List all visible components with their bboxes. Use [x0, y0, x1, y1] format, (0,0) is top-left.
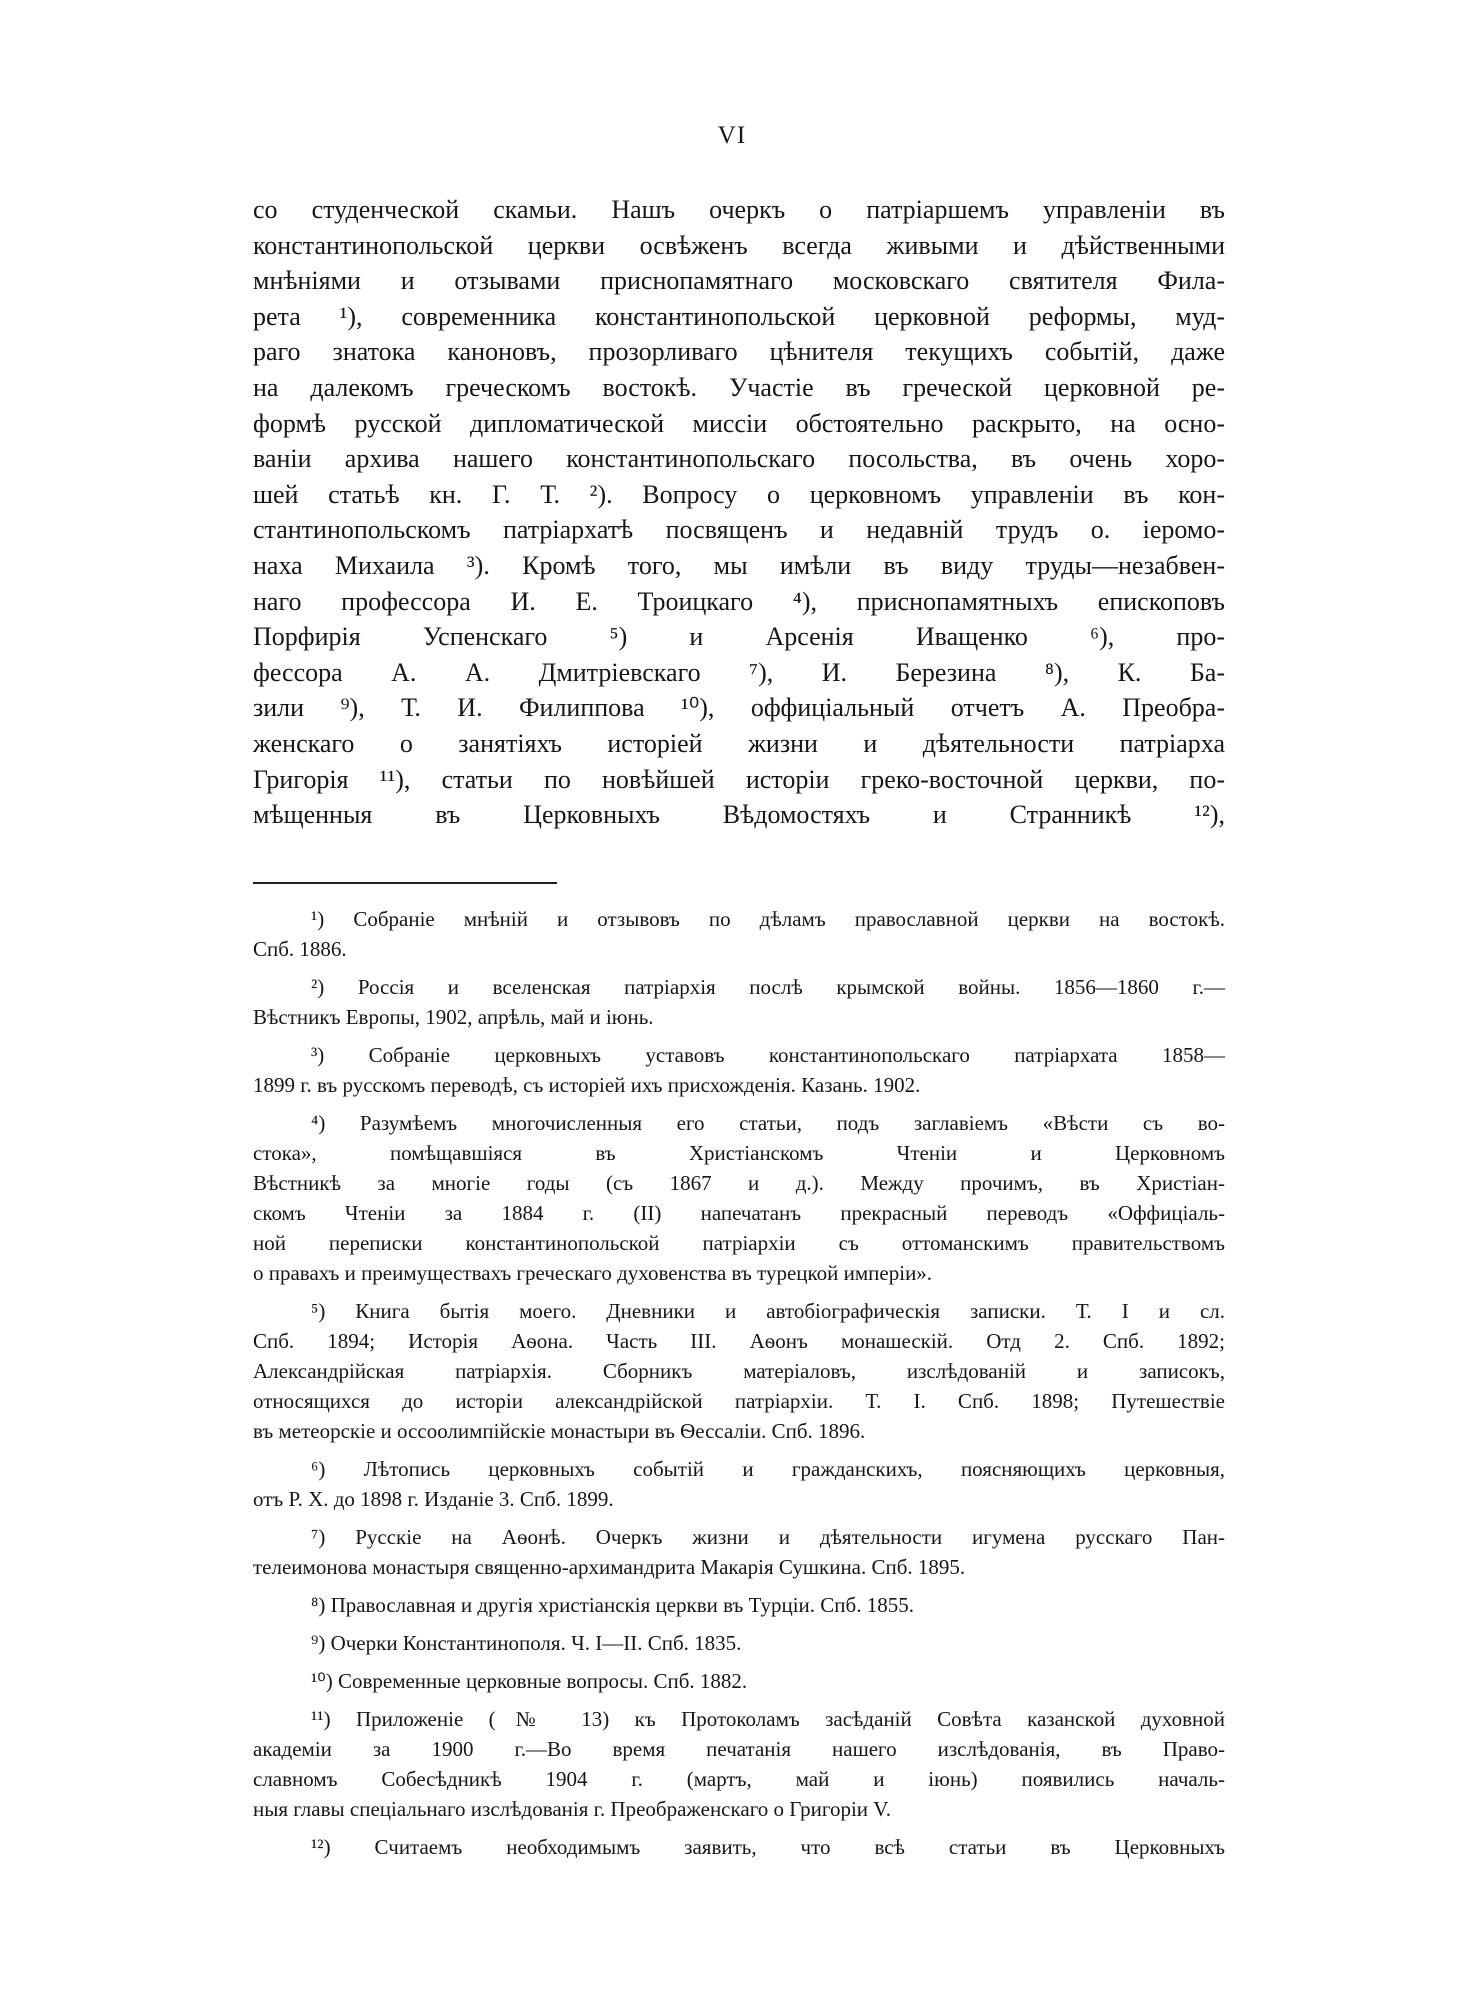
- main-text-line: наго профессора И. Е. Троицкаго ⁴), приснопамятныхъ епископовъ: [253, 586, 1225, 616]
- footnote-line: ныя главы спеціальнаго изслѣдованія г. Преображенскаго о Григоріи V.: [253, 1797, 891, 1821]
- main-text-line: стантинопольскомъ патріархатѣ посвященъ и недавній трудъ о. іеромо-: [253, 515, 1225, 545]
- main-text-line: Григорія ¹¹), статьи по новѣйшей исторіи греко-восточной церкви, по-: [253, 764, 1225, 794]
- footnote-line: ¹²) Считаемъ необходимымъ заявить, что всѣ статьи въ Церковныхъ: [311, 1835, 1225, 1859]
- footnote-line: академіи за 1900 г.—Во время печатанія нашего изслѣдованія, въ Право-: [253, 1737, 1225, 1761]
- main-text-line: рета ¹), современника константинопольской церковной реформы, муд-: [253, 301, 1225, 331]
- footnotes: [253, 904, 1225, 1870]
- main-text-line: наха Михаила ³). Кромѣ того, мы имѣли въ виду труды—незабвен-: [253, 550, 1225, 580]
- main-text-line: Порфирія Успенскаго ⁵) и Арсенія Иващенко ⁶), про-: [253, 622, 1225, 652]
- footnote-line: ⁴) Разумѣемъ многочисленныя его статьи, подъ заглавіемъ «Вѣсти съ во-: [311, 1111, 1225, 1135]
- footnote-line: Вѣстникѣ за многіе годы (съ 1867 и д.). Между прочимъ, въ Христіан-: [253, 1171, 1225, 1195]
- footnote-line: ¹¹) Приложеніе (№ 13) къ Протоколамъ засѣданій Совѣта казанской духовной: [311, 1707, 1225, 1731]
- footnote-line: отъ Р. Х. до 1898 г. Изданіе 3. Спб. 1899.: [253, 1487, 614, 1511]
- footnote-line: ⁵) Книга бытія моего. Дневники и автобіографическія записки. Т. I и сл.: [311, 1299, 1225, 1323]
- footnote: [253, 1296, 1225, 1446]
- main-text-line: женскаго о занятіяхъ исторіей жизни и дѣятельности патріарха: [253, 728, 1225, 758]
- footnote-line: ¹⁰) Современные церковные вопросы. Спб. 1882.: [311, 1669, 748, 1693]
- footnote-line: въ метеорскіе и оссоолимпійскіе монастыри въ Ѳессаліи. Спб. 1896.: [253, 1419, 866, 1443]
- main-text-line: фессора А. А. Дмитріевскаго ⁷), И. Березина ⁸), К. Ба-: [253, 657, 1225, 687]
- footnote-line: ¹) Собраніе мнѣній и отзывовъ по дѣламъ православной церкви на востокѣ.: [311, 907, 1225, 931]
- main-text-line: мнѣніями и отзывами приснопамятнаго московскаго святителя Фила-: [253, 266, 1225, 296]
- footnote-divider: [253, 882, 557, 884]
- main-text-line: шей статьѣ кн. Г. Т. ²). Вопросу о церковномъ управленіи въ кон-: [253, 479, 1225, 509]
- main-text-line: со студенческой скамьи. Нашъ очеркъ о патріаршемъ управленіи въ: [253, 195, 1225, 224]
- footnote-line: относящихся до исторіи александрійской патріархіи. Т. I. Спб. 1898; Путешествіе: [253, 1389, 1225, 1413]
- footnote: [253, 1040, 1225, 1100]
- main-text-line: ваніи архива нашего константинопольскаго посольства, въ очень хоро-: [253, 444, 1225, 474]
- footnote: [253, 1832, 1225, 1862]
- footnote: [253, 1666, 1225, 1696]
- main-text-line: раго знатока каноновъ, прозорливаго цѣнителя текущихъ событій, даже: [253, 337, 1225, 367]
- footnote-line: скомъ Чтеніи за 1884 г. (II) напечатанъ прекрасный переводъ «Оффиціаль-: [253, 1201, 1225, 1225]
- footnote-line: стока», помѣщавшіяся въ Христіанскомъ Чтеніи и Церковномъ: [253, 1141, 1225, 1165]
- footnote: [253, 1590, 1225, 1620]
- footnote: [253, 1522, 1225, 1582]
- footnote-line: ³) Собраніе церковныхъ уставовъ константинопольскаго патріархата 1858—: [311, 1043, 1225, 1067]
- main-text-line: зили ⁹), Т. И. Филиппова ¹⁰), оффиціальный отчетъ А. Преобра-: [253, 693, 1225, 723]
- footnote-line: телеимонова монастыря священно-архимандрита Макарія Сушкина. Спб. 1895.: [253, 1555, 966, 1579]
- page-number: VI: [717, 122, 747, 149]
- main-text: [253, 192, 1225, 833]
- main-text-line: формѣ русской дипломатической миссіи обстоятельно раскрыто, на осно-: [253, 408, 1225, 438]
- footnote: [253, 1108, 1225, 1288]
- footnote-line: Вѣстникъ Европы, 1902, апрѣль, май и іюнь.: [253, 1005, 654, 1029]
- footnote-line: ²) Россія и вселенская патріархія послѣ крымской войны. 1856—1860 г.—: [311, 975, 1225, 999]
- footnote: [253, 1454, 1225, 1514]
- main-text-line: константинопольской церкви освѣженъ всегда живыми и дѣйственными: [253, 230, 1225, 260]
- footnote: [253, 972, 1225, 1032]
- footnote: [253, 1704, 1225, 1824]
- footnote-line: ной переписки константинопольской патріархіи съ оттоманскимъ правительствомъ: [253, 1231, 1225, 1255]
- footnote-line: о правахъ и преимуществахъ греческаго духовенства въ турецкой имперіи».: [253, 1261, 933, 1285]
- footnote-line: ⁸) Православная и другія христіанскія церкви въ Турціи. Спб. 1855.: [311, 1593, 914, 1617]
- footnote-line: ⁷) Русскіе на Аѳонѣ. Очеркъ жизни и дѣятельности игумена русскаго Пан-: [311, 1525, 1225, 1549]
- main-text-line: на далекомъ греческомъ востокѣ. Участіе въ греческой церковной ре-: [253, 372, 1225, 402]
- footnote-line: славномъ Собесѣдникѣ 1904 г. (мартъ, май и іюнь) появились началь-: [253, 1767, 1225, 1791]
- footnote-line: Александрійская патріархія. Сборникъ матеріаловъ, изслѣдованій и записокъ,: [253, 1359, 1225, 1383]
- footnote-line: ⁹) Очерки Константинополя. Ч. I—II. Спб. 1835.: [311, 1631, 742, 1655]
- main-text-line: мѣщенныя въ Церковныхъ Вѣдомостяхъ и Странникѣ ¹²),: [253, 800, 1225, 830]
- footnote-line: Спб. 1894; Исторія Аѳона. Часть III. Аѳонъ монашескій. Отд 2. Спб. 1892;: [253, 1329, 1225, 1353]
- footnote-line: Спб. 1886.: [253, 937, 347, 961]
- footnote-line: ⁶) Лѣтопись церковныхъ событій и гражданскихъ, поясняющихъ церковныя,: [311, 1457, 1225, 1481]
- footnote: [253, 1628, 1225, 1658]
- footnote: [253, 904, 1225, 964]
- footnote-line: 1899 г. въ русскомъ переводѣ, съ исторіей ихъ присхожденія. Казань. 1902.: [253, 1073, 921, 1097]
